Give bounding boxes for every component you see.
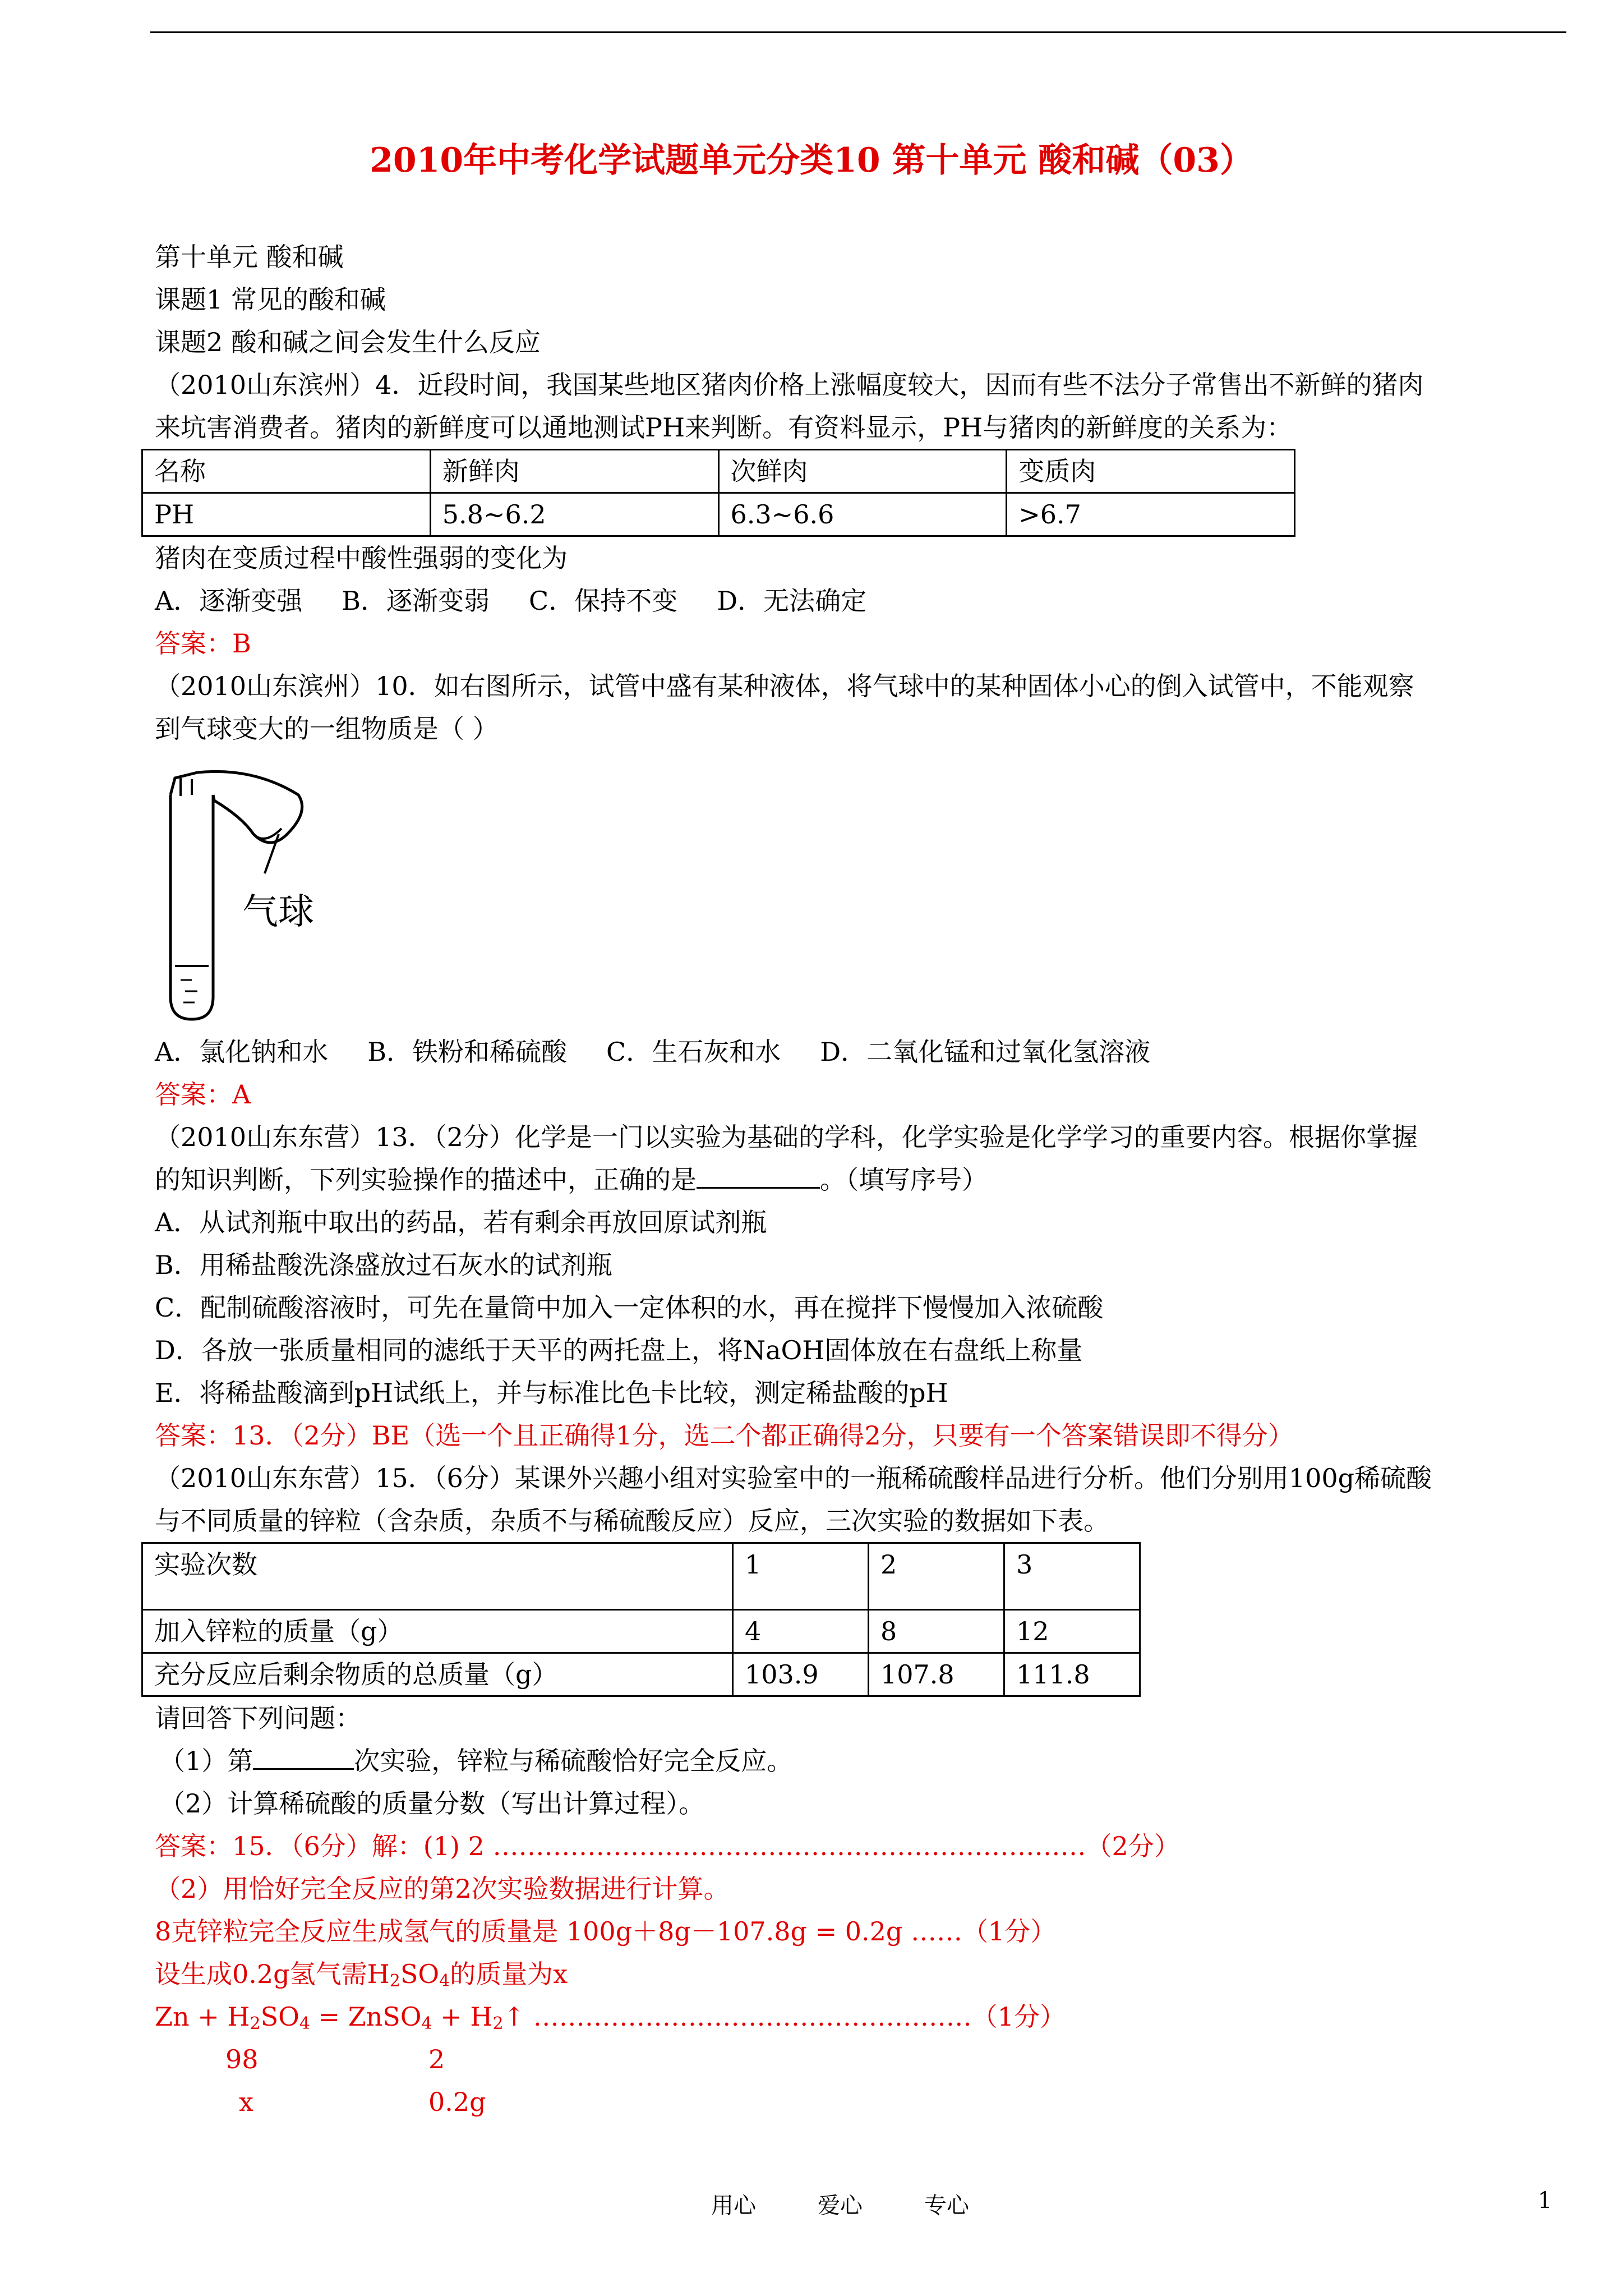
test-tube-balloon-drawing <box>158 761 382 1030</box>
q15-prompt: 请回答下列问题： <box>155 1703 361 1733</box>
table-cell: 3 <box>1004 1543 1140 1610</box>
q10-stem-line2: 到气球变大的一组物质是（ ） <box>155 714 499 744</box>
q13-item-d: D．各放一张质量相同的滤纸于天平的两托盘上，将NaOH固体放在右盘纸上称量 <box>155 1335 1083 1365</box>
table-cell: 103.9 <box>733 1653 869 1696</box>
table-cell: 名称 <box>142 450 431 493</box>
calc-row-unknown <box>155 2081 1546 2123</box>
option-c: C．保持不变 <box>529 586 678 616</box>
balloon-label: 气球 <box>242 891 314 933</box>
heading-topic-2: 课题2 酸和碱之间会发生什么反应 <box>155 327 541 357</box>
table-cell: 8 <box>869 1610 1004 1653</box>
calc-98: 98 <box>225 2044 259 2074</box>
table-row <box>142 1610 1140 1653</box>
q13-item-c: C．配制硫酸溶液时，可先在量筒中加入一定体积的水，再在搅拌下慢慢加入浓硫酸 <box>155 1292 1104 1323</box>
q4-stem-line1: （2010山东滨州）4．近段时间，我国某些地区猪肉价格上涨幅度较大，因而有些不法分子常售出不新鲜的猪肉 <box>155 370 1424 400</box>
footer-motto: 用心 爱心 专心 <box>711 2193 969 2219</box>
table-cell: >6.7 <box>1007 493 1295 536</box>
q13-item-a: A．从试剂瓶中取出的药品，若有剩余再放回原试剂瓶 <box>155 1207 767 1237</box>
q4-question: 猪肉在变质过程中酸性强弱的变化为 <box>155 543 568 573</box>
option-a: A．逐渐变强 <box>155 586 303 616</box>
answer-blank <box>697 1159 820 1189</box>
option-b: B．逐渐变弱 <box>342 586 490 616</box>
table-cell: 6.3~6.6 <box>718 493 1007 536</box>
table-row <box>142 1543 1140 1610</box>
table-cell: 2 <box>869 1543 1004 1610</box>
table-cell: 新鲜肉 <box>430 450 718 493</box>
q4-stem-line2: 来坑害消费者。猪肉的新鲜度可以通地测试PH来判断。有资料显示，PH与猪肉的新鲜度的关系为： <box>155 412 1293 443</box>
document-body <box>155 236 1546 2123</box>
q10-stem-line1: （2010山东滨州）10．如右图所示，试管中盛有某种液体，将气球中的某种固体小心的倒入试管中，不能观察 <box>155 671 1414 701</box>
table-cell: 12 <box>1004 1610 1140 1653</box>
heading-unit: 第十单元 酸和碱 <box>155 242 344 272</box>
table-cell: 5.8~6.2 <box>430 493 718 536</box>
table-cell: 加入锌粒的质量（g） <box>142 1610 733 1653</box>
q13-stem-line1: （2010山东东营）13．（2分）化学是一门以实验为基础的学科，化学实验是化学学习的重要内容。根据你掌握 <box>155 1122 1418 1152</box>
table-cell: 1 <box>733 1543 869 1610</box>
document-title: 2010年中考化学试题单元分类10 第十单元 酸和碱（03） <box>370 141 1253 180</box>
q15-stem-line2: 与不同质量的锌粒（含杂质，杂质不与稀硫酸反应）反应，三次实验的数据如下表。 <box>155 1506 1109 1536</box>
table-cell: PH <box>142 493 431 536</box>
q15-stem-line1: （2010山东东营）15．（6分）某课外兴趣小组对实验室中的一瓶稀硫酸样品进行分析。他们分别用100g稀硫酸 <box>155 1463 1432 1493</box>
calc-0.2g: 0.2g <box>428 2087 486 2117</box>
q13-answer: 答案：13．（2分）BE（选一个且正确得1分，选二个都正确得2分，只要有一个答案错误即不得分） <box>155 1420 1294 1451</box>
q15-answer-line3: 8克锌粒完全反应生成氢气的质量是 100g＋8g－107.8g = 0.2g ……（1分） <box>155 1916 1057 1947</box>
q13-item-e: E．将稀盐酸滴到pH试纸上，并与标准比色卡比较，测定稀盐酸的pH <box>155 1378 948 1408</box>
q10-answer: 答案：A <box>155 1079 251 1110</box>
header-rule <box>150 31 1566 33</box>
calc-2: 2 <box>428 2044 445 2074</box>
table-cell: 次鲜肉 <box>718 450 1007 493</box>
balloon-test-tube-figure <box>155 750 1546 1030</box>
table-cell: 111.8 <box>1004 1653 1140 1696</box>
q15-answer-line4: 设生成0.2g氢气需$H_2SO_4$的质量为x <box>155 1959 568 1991</box>
table-cell: 107.8 <box>869 1653 1004 1696</box>
answer-blank <box>253 1740 354 1770</box>
q15-answer-line2: （2）用恰好完全反应的第2次实验数据进行计算。 <box>155 1874 730 1904</box>
q13-item-b: B．用稀盐酸洗涤盛放过石灰水的试剂瓶 <box>155 1250 612 1280</box>
option-b: B．铁粉和稀硫酸 <box>367 1037 568 1067</box>
table-row <box>142 1653 1140 1696</box>
zinc-experiment-table <box>141 1542 1141 1697</box>
chemical-equation: $Zn + H_2SO_4$ = ZnSO$_4$ + $H_2↑$ ……………………………………………（1分） <box>155 2001 1066 2033</box>
q4-answer: 答案：B <box>155 628 251 659</box>
calc-row-molar <box>155 2038 1546 2081</box>
table-cell: 变质肉 <box>1007 450 1295 493</box>
option-c: C．生石灰和水 <box>606 1037 781 1067</box>
q4-options <box>155 579 1546 622</box>
table-row <box>142 493 1295 536</box>
page-number: 1 <box>1538 2188 1552 2214</box>
q15-sub1: （1）第 次实验，锌粒与稀硫酸恰好完全反应。 <box>155 1740 1546 1782</box>
option-a: A．氯化钠和水 <box>155 1037 329 1067</box>
option-d: D．无法确定 <box>717 586 867 616</box>
table-cell: 充分反应后剩余物质的总质量（g） <box>142 1653 733 1696</box>
option-d: D．二氧化锰和过氧化氢溶液 <box>820 1037 1151 1067</box>
q13-stem-line2: 的知识判断，下列实验操作的描述中，正确的是 。（填写序号） <box>155 1158 1546 1201</box>
q15-sub2: （2）计算稀硫酸的质量分数（写出计算过程）。 <box>159 1788 705 1819</box>
table-row <box>142 450 1295 493</box>
q15-answer-line1: 答案：15．（6分）解：(1) 2 ……………………………………………………………（2分） <box>155 1831 1180 1861</box>
heading-topic-1: 课题1 常见的酸和碱 <box>155 284 386 315</box>
calc-x: x <box>239 2087 253 2117</box>
q10-options <box>155 1030 1546 1073</box>
table-cell: 4 <box>733 1610 869 1653</box>
ph-freshness-table <box>141 449 1295 537</box>
table-cell: 实验次数 <box>142 1543 733 1610</box>
